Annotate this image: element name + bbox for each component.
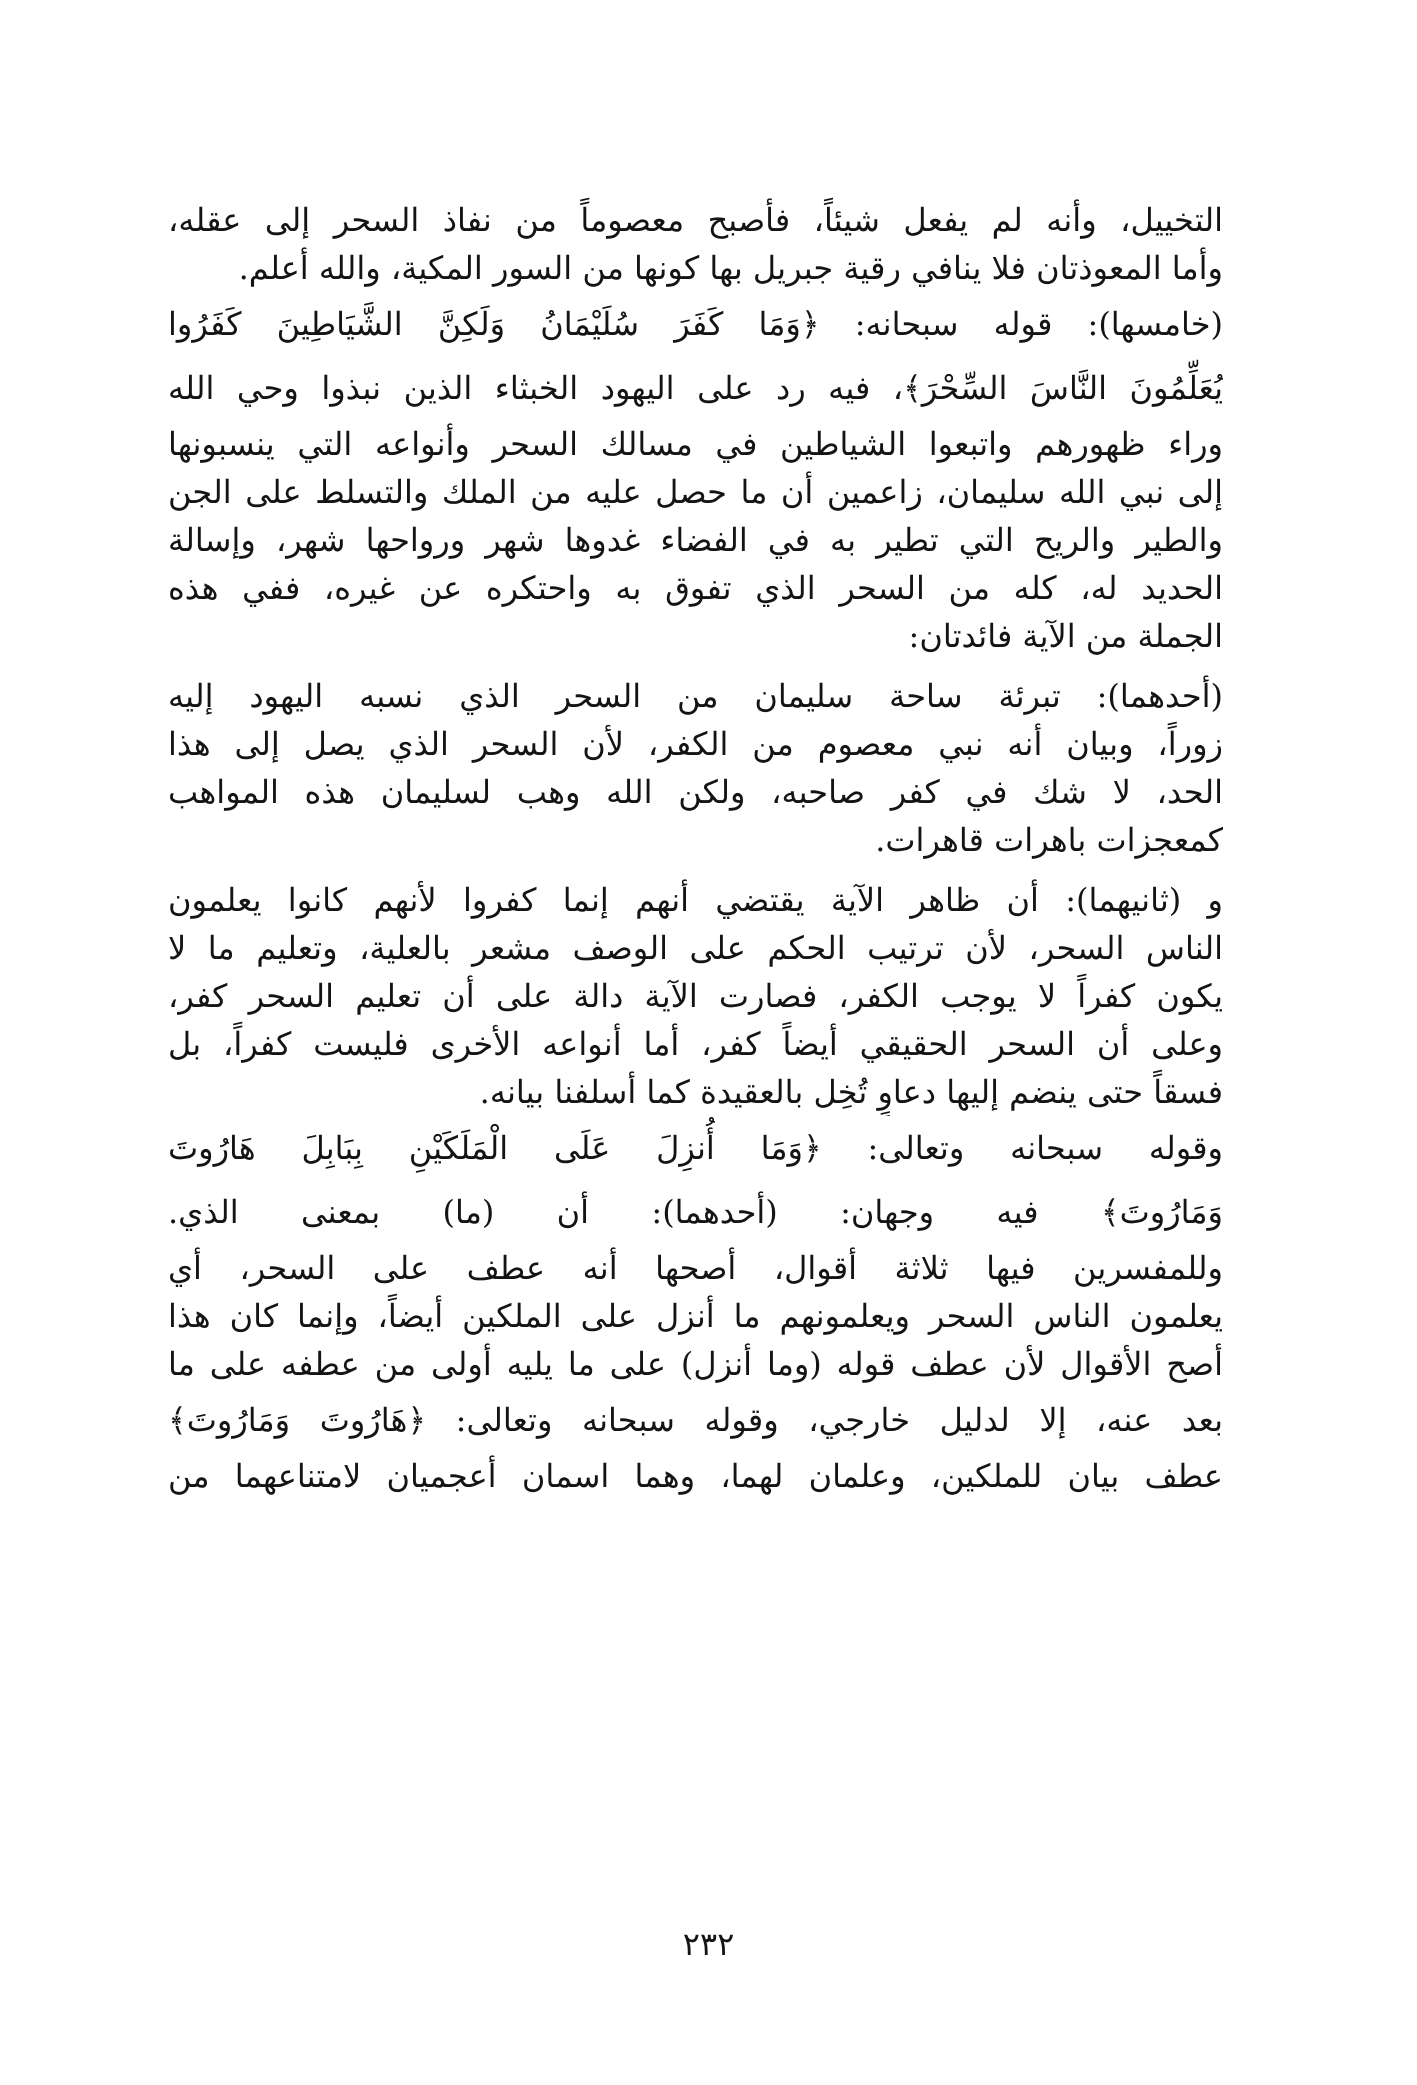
text-line: يعلمون الناس السحر ويعلمونهم ما أنزل على الملكين أيضاً، وإنما كان هذا <box>168 1297 1223 1335</box>
paragraph-first-benefit <box>168 672 1223 864</box>
page-number: ٢٣٢ <box>682 1925 735 1963</box>
text-line: الحد، لا شك في كفر صاحبه، ولكن الله وهب لسليمان هذه المواهب <box>168 773 1223 811</box>
text-line: فسقاً حتى ينضم إليها دعاوٍ تُخِل بالعقيدة كما أسلفنا بيانه. <box>479 1073 1223 1111</box>
paragraph-second-benefit <box>168 876 1223 1116</box>
paragraph-intro <box>168 196 1223 292</box>
text-line: أصح الأقوال لأن عطف قوله (وما أنزل) على ما يليه أولى من عطفه على ما <box>168 1345 1223 1383</box>
text-line: إلى نبي الله سليمان، زاعمين أن ما حصل عليه من الملك والتسلط على الجن <box>168 473 1223 511</box>
text-line: زوراً، وبيان أنه نبي معصوم من الكفر، لأن السحر الذي يصل إلى هذا <box>168 725 1223 763</box>
paragraph-harut-marut <box>168 1116 1223 1500</box>
text-line: الحديد له، كله من السحر الذي تفوق به واحتكره عن غيره، ففي هذه <box>168 569 1223 607</box>
text-line: كمعجزات باهرات قاهرات. <box>875 821 1223 859</box>
text-line: وَمَارُوتَ﴾ فيه وجهان: (أحدهما): أن (ما) بمعنى الذي. <box>168 1193 1223 1231</box>
text-line: التخييل، وأنه لم يفعل شيئاً، فأصبح معصوماً من نفاذ السحر إلى عقله، <box>168 201 1223 239</box>
page-body <box>168 196 1223 1500</box>
text-line: يكون كفراً لا يوجب الكفر، فصارت الآية دالة على أن تعليم السحر كفر، <box>168 977 1223 1015</box>
text-line: وأما المعوذتان فلا ينافي رقية جبريل بها كونها من السور المكية، والله أعلم. <box>238 249 1223 287</box>
text-line: وقوله سبحانه وتعالى: ﴿وَمَا أُنزِلَ عَلَى الْمَلَكَيْنِ بِبَابِلَ هَارُوتَ <box>168 1129 1223 1167</box>
text-line: عطف بيان للملكين، وعلمان لهما، وهما اسمان أعجميان لامتناعهما من <box>168 1457 1223 1495</box>
text-line: وللمفسرين فيها ثلاثة أقوال، أصحها أنه عطف على السحر، أي <box>168 1249 1223 1287</box>
paragraph-gap <box>168 660 1223 672</box>
text-line: (خامسها): قوله سبحانه: ﴿وَمَا كَفَرَ سُلَيْمَانُ وَلَكِنَّ الشَّيَاطِينَ كَفَرُوا <box>168 305 1223 343</box>
text-line: (أحدهما): تبرئة ساحة سليمان من السحر الذي نسبه اليهود إليه <box>168 677 1223 715</box>
text-line: بعد عنه، إلا لدليل خارجي، وقوله سبحانه وتعالى: ﴿هَارُوتَ وَمَارُوتَ﴾ <box>168 1401 1223 1439</box>
text-line: يُعَلِّمُونَ النَّاسَ السِّحْرَ﴾، فيه رد على اليهود الخبثاء الذين نبذوا وحي الله <box>168 369 1223 407</box>
text-line: و (ثانيهما): أن ظاهر الآية يقتضي أنهم إنما كفروا لأنهم كانوا يعلمون <box>168 881 1223 919</box>
text-line: وراء ظهورهم واتبعوا الشياطين في مسالك السحر وأنواعه التي ينسبونها <box>168 425 1223 463</box>
text-line: وعلى أن السحر الحقيقي أيضاً كفر، أما أنواعه الأخرى فليست كفراً، بل <box>168 1025 1223 1063</box>
text-line: الجملة من الآية فائدتان: <box>908 617 1223 655</box>
paragraph-fifth <box>168 292 1223 660</box>
text-line: الناس السحر، لأن ترتيب الحكم على الوصف مشعر بالعلية، وتعليم ما لا <box>168 929 1223 967</box>
paragraph-gap <box>168 864 1223 876</box>
text-line: والطير والريح التي تطير به في الفضاء غدوها شهر ورواحها شهر، وإسالة <box>168 521 1223 559</box>
